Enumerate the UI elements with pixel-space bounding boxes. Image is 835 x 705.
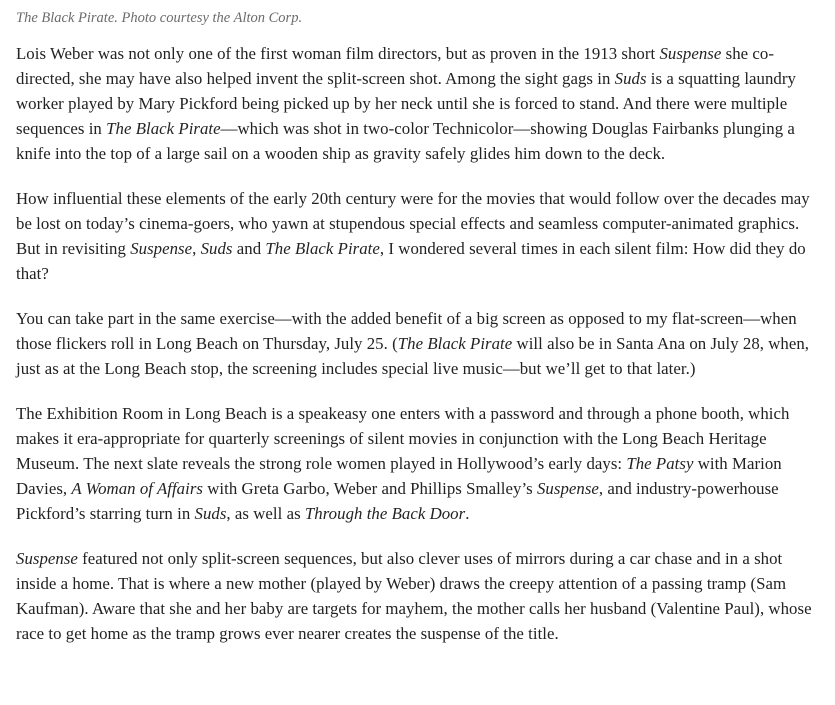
text-run: with Greta Garbo, Weber and Phillips Smalley’s (203, 479, 537, 498)
text-run: —which was shot in two-color Technicolor—showing Douglas Fairbanks plunging a knife into the top of a large sail on a wooden ship as gravity safely glides him down to the deck. (16, 119, 795, 163)
paragraph-list (16, 41, 819, 646)
film-title: The Black Pirate (106, 119, 221, 138)
caption-credit: . Photo courtesy the Alton Corp. (114, 10, 303, 26)
photo-caption (16, 8, 819, 28)
film-title: Suds (194, 504, 227, 523)
text-run: , (192, 239, 201, 258)
text-run: , I wondered several times in each silent film: How did they do that? (16, 239, 806, 283)
text-run: You can take part in the same exercise—with the added benefit of a big screen as opposed to my flat-screen—when those flickers roll in Long Beach on Thursday, July 25. ( (16, 309, 797, 353)
caption-film-title: The Black Pirate (16, 10, 115, 26)
text-run: The Exhibition Room in Long Beach is a speakeasy one enters with a password and through a phone booth, which makes it era-appropriate for quarterly screenings of silent movies in conjunction with the Long Beach Heritage Museum. The next slate reveals the strong role women played in Hollywood’s early days: (16, 404, 790, 473)
text-run: she co-directed, she may have also helped invent the split-screen shot. Among the sight gags in (16, 44, 774, 88)
body-paragraph (16, 306, 819, 381)
film-title: The Black Pirate (397, 334, 513, 353)
text-run: How influential these elements of the early 20th century were for the movies that would follow over the decades may be lost on today’s cinema-goers, who yawn at stupendous special effects and seamless computer-animated graphics. But in revisiting (16, 189, 810, 258)
film-title: Through the Back Door (304, 504, 466, 523)
film-title: Suspense (16, 549, 78, 568)
film-title: Suspense (536, 479, 599, 498)
text-run: featured not only split-screen sequences, but also clever uses of mirrors during a car chase and in a shot inside a home. That is where a new mother (played by Weber) draws the creepy attention of a passing tramp (Sam Kaufman). Aware that she and her baby are targets for mayhem, the mother calls her husband (Valentine Paul), whose race to get home as the tramp grows ever nearer creates the suspense of the title. (16, 549, 812, 643)
text-run: . (465, 504, 470, 523)
text-run: , and industry-powerhouse Pickford’s starring turn in (16, 479, 779, 523)
film-title: Suds (614, 69, 647, 88)
body-paragraph (16, 401, 819, 526)
text-run: will also be in Santa Ana on July 28, when, just as at the Long Beach stop, the screening includes special live music—but we’ll get to that later.) (16, 334, 810, 378)
film-title: The Patsy (626, 454, 694, 473)
film-title: A Woman of Affairs (71, 479, 203, 498)
text-run: and (232, 239, 266, 258)
text-run: Lois Weber was not only one of the first woman film directors, but as proven in the 1913 short (16, 44, 660, 63)
text-run: is a squatting laundry worker played by Mary Pickford being picked up by her neck until she is forced to stand. And there were multiple sequences in (16, 69, 796, 138)
body-paragraph (16, 546, 819, 646)
film-title: The Black Pirate (265, 239, 380, 258)
film-title: Suds (200, 239, 233, 258)
film-title: Suspense (130, 239, 193, 258)
body-paragraph (16, 41, 819, 166)
body-paragraph (16, 186, 819, 286)
text-run: , as well as (226, 504, 305, 523)
film-title: Suspense (659, 44, 722, 63)
text-run: with Marion Davies, (16, 454, 782, 498)
